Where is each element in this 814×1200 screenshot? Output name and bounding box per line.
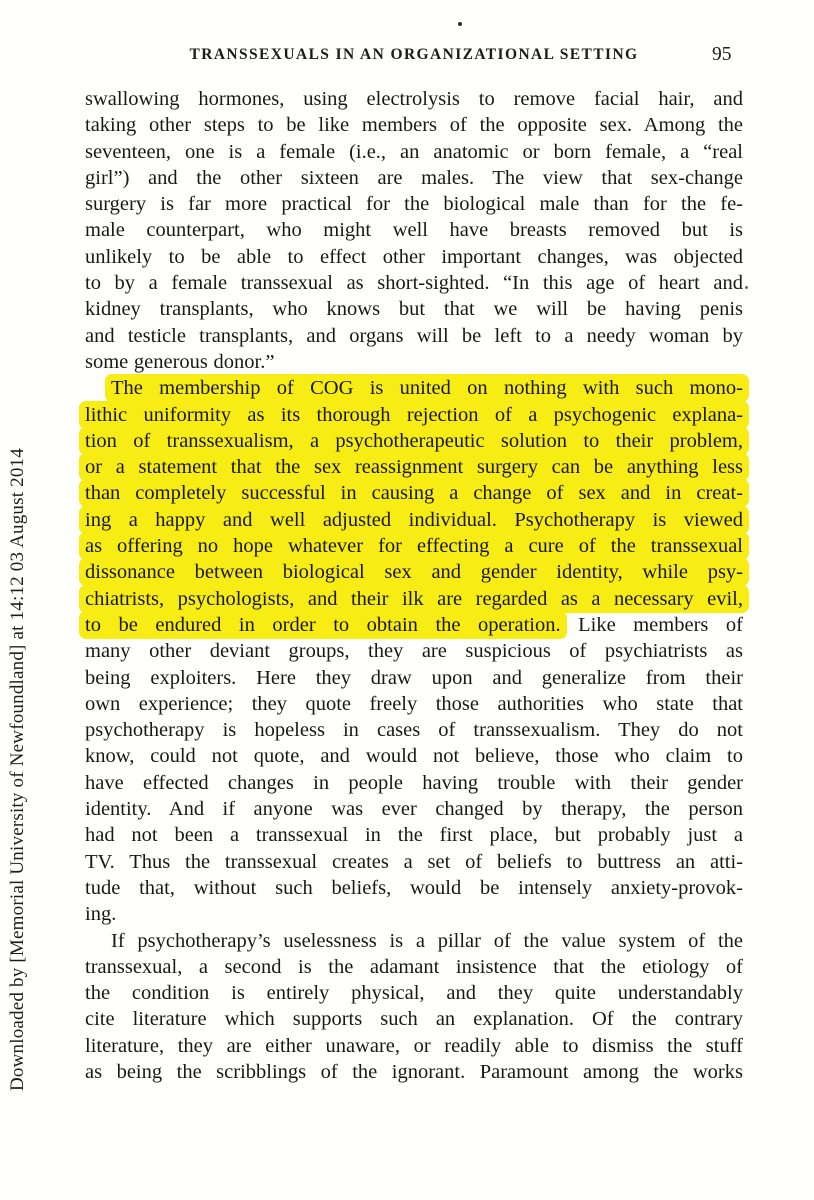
text-line — [85, 244, 743, 270]
text-segment: the condition is entirely physical, and they quite understandably — [85, 982, 743, 1005]
text-segment: had not been a transsexual in the first place, but probably just a — [85, 824, 743, 847]
highlighted-text: lithic uniformity as its thorough rejection of a psychogenic explana- — [79, 401, 749, 429]
text-segment: seventeen, one is a female (i.e., an anatomic or born female, a “real — [85, 140, 743, 163]
highlighted-text: to be endured in order to obtain the operation. — [79, 611, 567, 639]
highlighted-text: or a statement that the sex reassignment surgery can be anything less — [79, 453, 749, 481]
text-segment: taking other steps to be like members of the opposite sex. Among the — [85, 114, 743, 137]
text-line — [85, 901, 743, 927]
text-line — [85, 980, 743, 1006]
text-segment: own experience; they quote freely those authorities who state that — [85, 692, 743, 715]
text-segment: cite literature which supports such an explanation. Of the contrary — [85, 1008, 743, 1031]
text-line — [85, 349, 743, 375]
text-line — [85, 954, 743, 980]
text-segment: literature, they are either unaware, or readily able to dismiss the stuff — [85, 1034, 743, 1057]
text-line — [85, 743, 743, 769]
text-segment: girl”) and the other sixteen are males. The view that sex-change — [85, 166, 743, 189]
text-segment: ing. — [85, 903, 117, 926]
text-line — [85, 217, 743, 243]
scan-speck — [458, 22, 462, 26]
text-segment: swallowing hormones, using electrolysis to remove facial hair, and — [85, 88, 743, 110]
text-segment: If psychotherapy’s uselessness is a pillar of the value system of the — [111, 929, 743, 952]
text-line — [85, 691, 743, 717]
text-segment: know, could not quote, and would not believe, those who claim to — [85, 745, 743, 768]
text-segment: Like members of — [560, 613, 743, 636]
text-line — [85, 402, 743, 428]
highlighted-text: than completely successful in causing a change of sex and in creat- — [79, 479, 749, 507]
highlighted-text: dissonance between biological sex and gender identity, while psy- — [79, 558, 749, 586]
text-line — [85, 323, 743, 349]
text-line — [85, 507, 743, 533]
text-segment: as being the scribblings of the ignorant. Paramount among the works — [85, 1060, 743, 1083]
text-block — [85, 86, 743, 1085]
text-line — [85, 480, 743, 506]
text-segment: tude that, without such beliefs, would be intensely anxiety-provok- — [85, 876, 743, 899]
text-line — [85, 191, 743, 217]
text-line — [85, 1006, 743, 1032]
text-segment: and testicle transplants, and organs will be left to a needy woman by — [85, 324, 743, 347]
text-line — [85, 270, 743, 296]
text-segment: to by a female transsexual as short-sighted. “In this age of heart and — [85, 272, 743, 295]
text-line — [85, 822, 743, 848]
text-segment: TV. Thus the transsexual creates a set of beliefs to buttress an atti- — [85, 850, 743, 873]
text-line — [85, 586, 743, 612]
running-head-title: TRANSSEXUALS IN AN ORGANIZATIONAL SETTING — [189, 46, 639, 63]
text-line — [85, 1033, 743, 1059]
text-segment: surgery is far more practical for the biological male than for the fe- — [85, 193, 743, 216]
text-segment: have effected changes in people having trouble with their gender — [85, 771, 743, 794]
text-line — [85, 139, 743, 165]
text-line — [85, 1059, 743, 1085]
text-segment: many other deviant groups, they are suspicious of psychiatrists as — [85, 640, 743, 663]
text-line — [85, 875, 743, 901]
text-line — [85, 612, 743, 638]
text-line — [85, 559, 743, 585]
text-segment: psychotherapy is hopeless in cases of transsexualism. They do not — [85, 719, 743, 742]
text-line — [85, 638, 743, 664]
text-line — [85, 849, 743, 875]
text-segment: some generous donor.” — [85, 350, 275, 373]
text-segment: transsexual, a second is the adamant insistence that the etiology of — [85, 955, 743, 978]
text-segment: male counterpart, who might well have breasts removed but is — [85, 219, 743, 242]
text-line — [85, 86, 743, 112]
scan-speck — [745, 286, 748, 289]
text-line — [85, 770, 743, 796]
text-line — [85, 165, 743, 191]
highlighted-text: The membership of COG is united on nothing with such mono- — [105, 374, 749, 402]
library-download-stamp: Downloaded by [Memorial University of Newfoundland] at 14:12 03 August 2014 — [7, 448, 28, 1091]
text-line — [85, 296, 743, 322]
text-line — [85, 454, 743, 480]
text-segment: unlikely to be able to effect other important changes, was objected — [85, 245, 743, 268]
highlighted-text: as offering no hope whatever for effecting a cure of the transsexual — [79, 532, 749, 560]
text-segment: identity. And if anyone was ever changed by therapy, the person — [85, 798, 743, 821]
text-line — [85, 928, 743, 954]
highlighted-text: tion of transsexualism, a psychotherapeutic solution to their problem, — [79, 427, 749, 455]
text-line — [85, 717, 743, 743]
text-line — [85, 533, 743, 559]
page-number: 95 — [712, 44, 732, 65]
text-segment: being exploiters. Here they draw upon and generalize from their — [85, 666, 743, 689]
text-line — [85, 112, 743, 138]
text-line — [85, 428, 743, 454]
text-line — [85, 375, 743, 401]
text-segment: kidney transplants, who knows but that we will be having penis — [85, 298, 743, 321]
text-line — [85, 665, 743, 691]
highlighted-text: ing a happy and well adjusted individual. Psychotherapy is viewed — [79, 506, 749, 534]
highlighted-text: chiatrists, psychologists, and their ilk are regarded as a necessary evil, — [79, 585, 749, 613]
text-line — [85, 796, 743, 822]
